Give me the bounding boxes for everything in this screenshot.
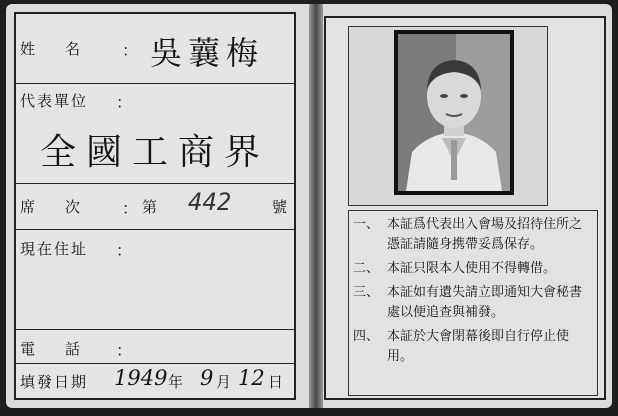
card-fold	[309, 4, 323, 408]
rules-list	[348, 210, 598, 396]
seat-row	[16, 184, 294, 230]
name-row	[16, 14, 294, 84]
unit-value: 全國工商界	[40, 132, 271, 173]
rule-item	[353, 327, 591, 367]
date-month-unit: 月	[216, 373, 232, 391]
rules-page	[324, 16, 606, 400]
seat-colon: ：	[122, 199, 139, 218]
name-label: 姓 名	[20, 40, 81, 58]
address-colon: ：	[116, 241, 133, 260]
rule-number: 一、	[353, 217, 380, 232]
date-month: 9	[200, 366, 214, 390]
seat-suffix: 號	[272, 198, 288, 216]
date-day: 12	[238, 366, 265, 390]
address-label: 現在住址	[20, 240, 89, 258]
portrait-icon	[398, 34, 510, 191]
address-row	[16, 230, 294, 330]
rule-item	[353, 259, 591, 279]
rule-text: 本証只限本人使用不得轉借。	[387, 261, 557, 276]
unit-row	[16, 84, 294, 184]
seat-number: 442	[188, 188, 232, 216]
date-day-unit: 日	[268, 373, 284, 391]
rule-text: 本証爲代表出入會場及招待住所之憑証請隨身携帶妥爲保存。	[387, 217, 583, 252]
date-year-unit: 年	[168, 373, 184, 391]
phone-colon: ：	[116, 341, 133, 360]
rule-number: 四、	[353, 329, 380, 344]
phone-label: 電 話	[20, 340, 81, 358]
date-label: 填發日期	[20, 373, 89, 391]
rule-number: 三、	[353, 285, 380, 300]
date-year: 1949	[114, 366, 168, 390]
rule-text: 本証於大會閉幕後即自行停止使用。	[387, 329, 570, 364]
name-value: 吳蘘梅	[150, 34, 265, 72]
rule-item	[353, 215, 591, 255]
info-page	[14, 12, 296, 400]
unit-label: 代表單位	[20, 92, 89, 110]
credential-card	[6, 4, 612, 408]
rule-item	[353, 283, 591, 323]
phone-row	[16, 330, 294, 364]
unit-colon: ：	[116, 93, 133, 112]
seat-prefix: 第	[142, 198, 158, 216]
date-row	[16, 364, 294, 398]
rule-text: 本証如有遺失請立即通知大會秘書處以便追查與補發。	[387, 285, 583, 320]
seat-label: 席 次	[20, 198, 81, 216]
rule-number: 二、	[353, 261, 380, 276]
portrait-photo	[394, 30, 514, 195]
name-colon: ：	[122, 41, 139, 60]
